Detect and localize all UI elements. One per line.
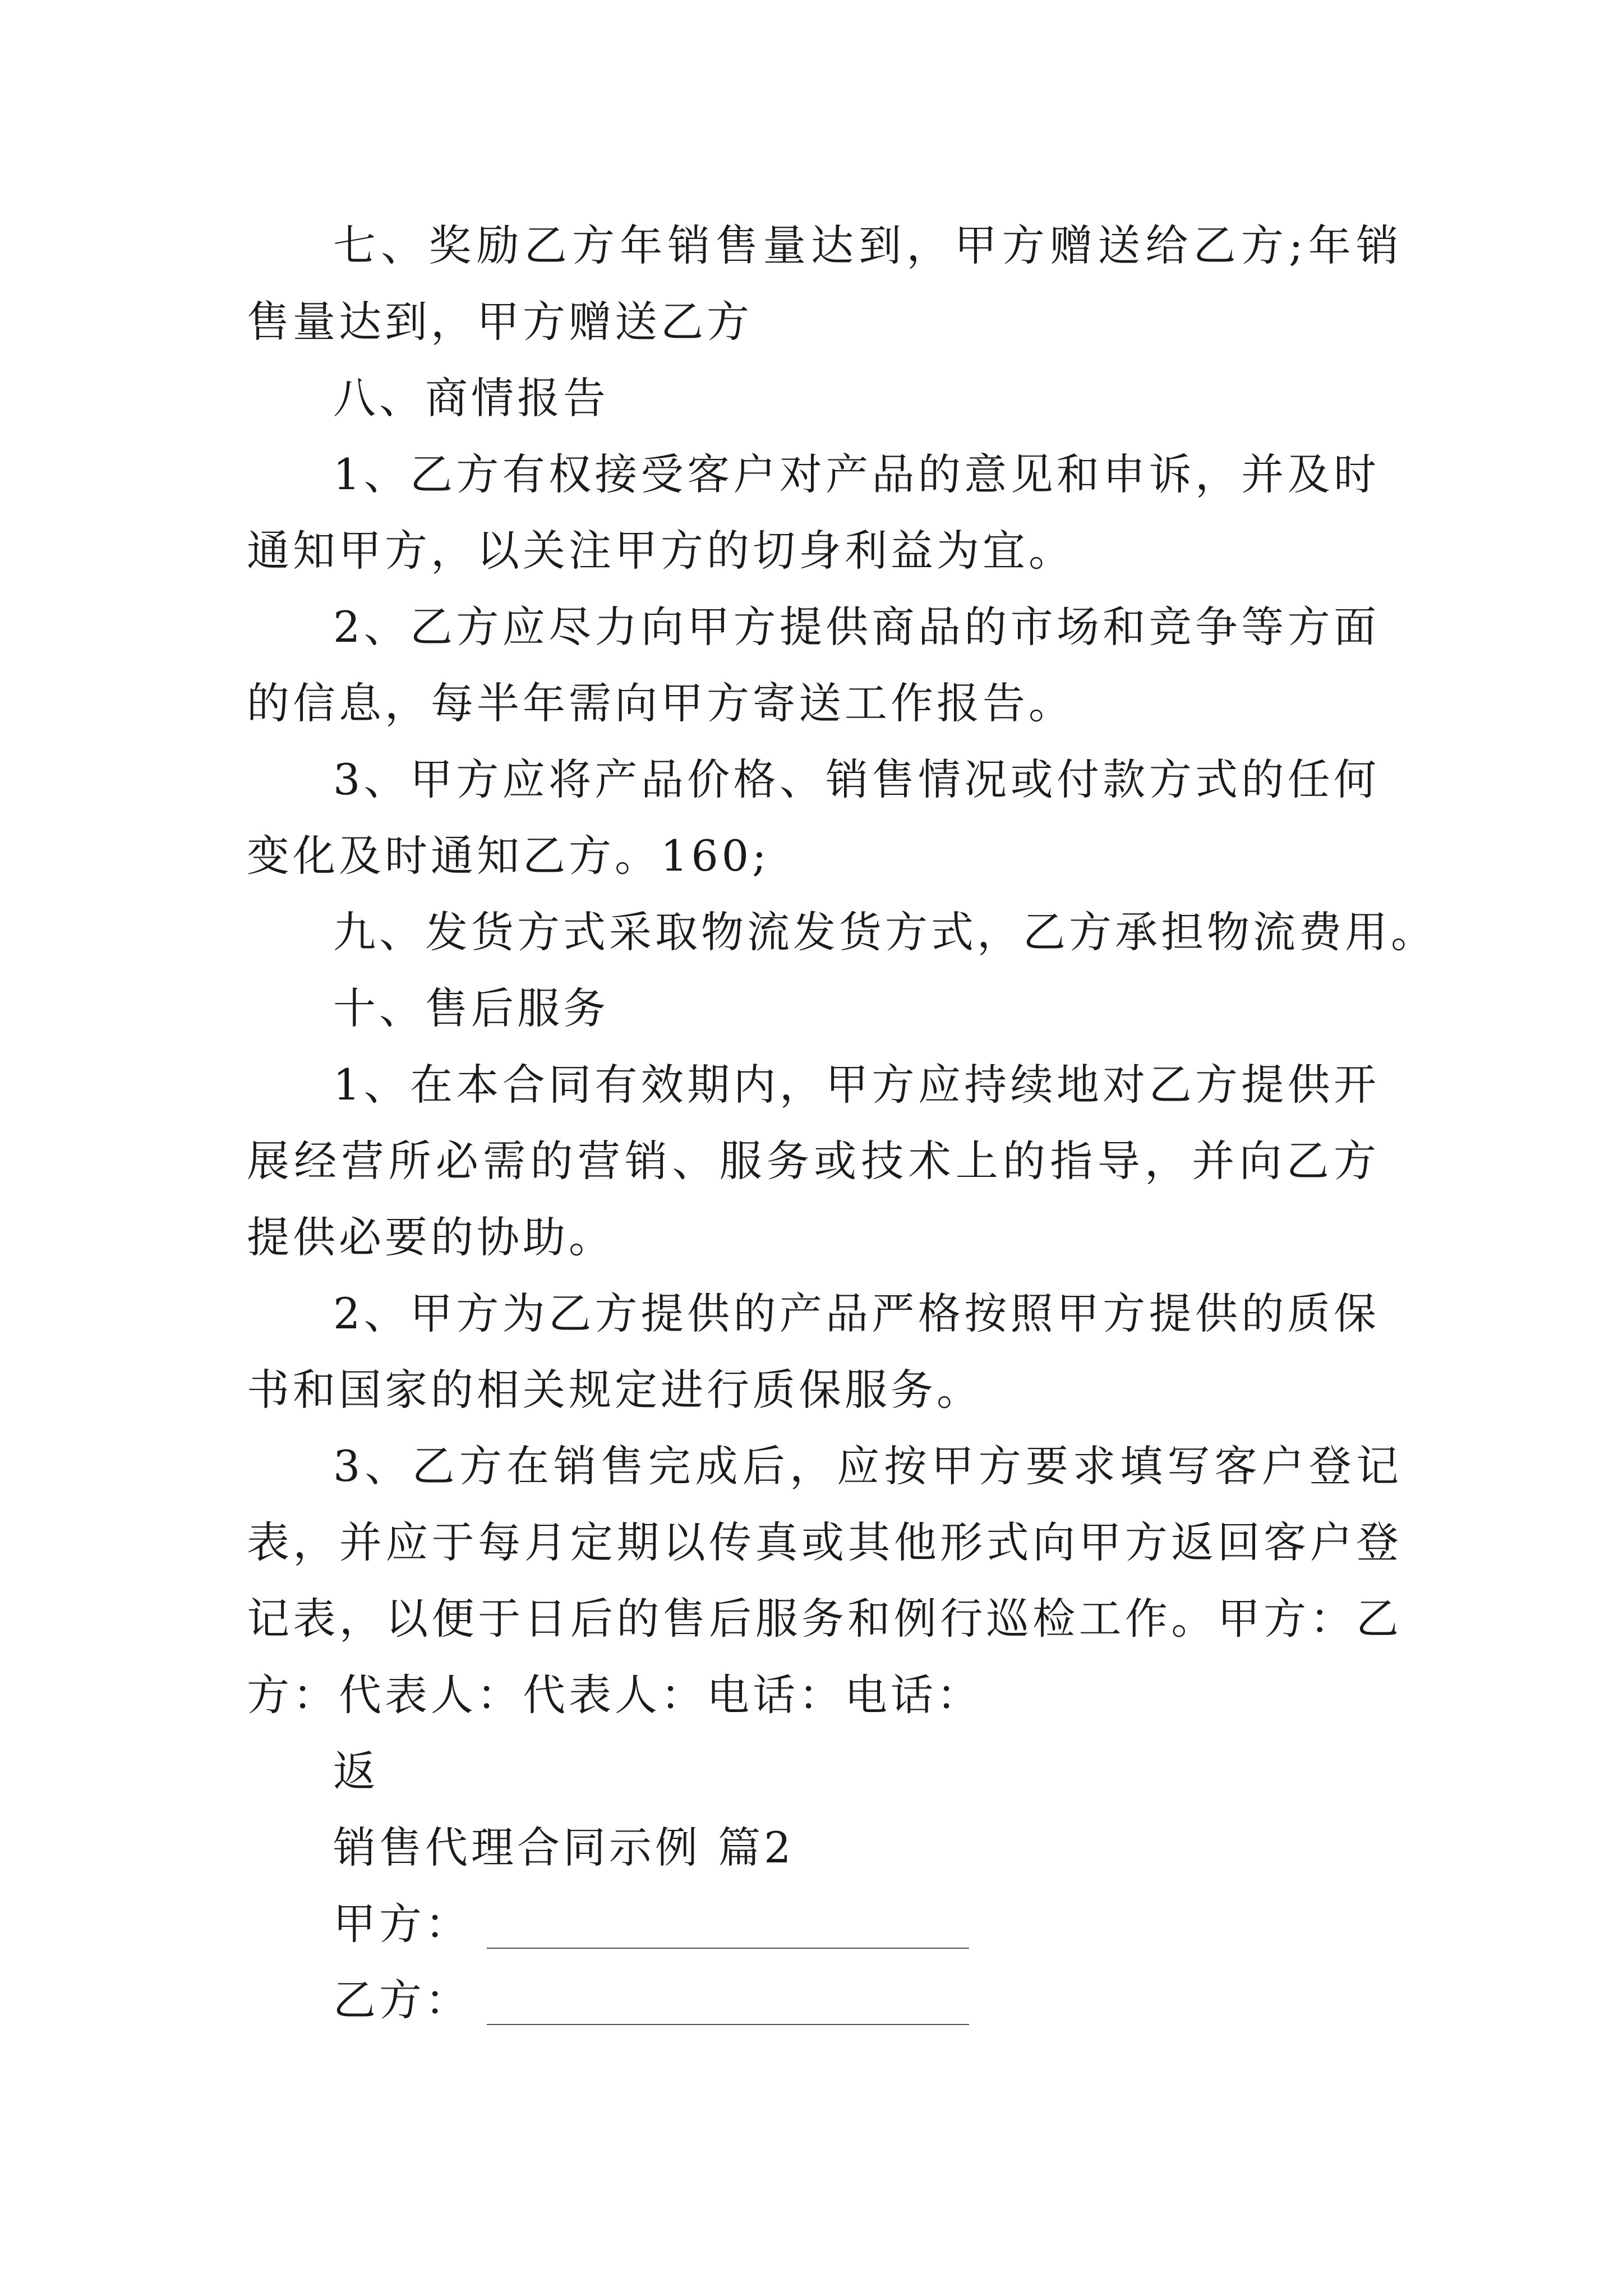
clause-eight-heading: 八、商情报告 [333, 373, 609, 423]
clause-eight-item-1: 1、乙方有权接受客户对产品的意见和申诉，并及时通知甲方，以关注甲方的切身利益为宜。 [247, 449, 1380, 576]
clause-ten-item-3: 3、乙方在销售完成后，应按甲方要求填写客户登记表，并应于每月定期以传真或其他形式向甲方返回客户登记表，以便于日后的售后服务和例行巡检工作。甲方：乙方：代表人：代表人：电话：电话： [247, 1441, 1402, 1720]
clause-ten-heading: 十、售后服务 [333, 983, 609, 1033]
party-b-label: 乙方： [333, 1975, 471, 2025]
party-a-signature-row [247, 1886, 1380, 1962]
clause-ten-item-2: 2、甲方为乙方提供的产品严格按照甲方提供的质保书和国家的相关规定进行质保服务。 [247, 1289, 1380, 1415]
clause-nine-shipping: 九、发货方式采取物流发货方式，乙方承担物流费用。 [333, 907, 1437, 957]
document-body [247, 208, 1437, 2039]
clause-eight-item-2: 2、乙方应尽力向甲方提供商品的市场和竞争等方面的信息，每半年需向甲方寄送工作报告。 [247, 602, 1380, 728]
return-text: 返 [333, 1746, 379, 1796]
party-a-blank-line[interactable] [487, 1931, 969, 1949]
party-a-label: 甲方： [333, 1899, 471, 1949]
party-b-signature-row [247, 1962, 1380, 2039]
clause-eight-item-3: 3、甲方应将产品价格、销售情况或付款方式的任何变化及时通知乙方。160; [247, 754, 1380, 881]
section-title: 销售代理合同示例 篇2 [333, 1823, 795, 1872]
clause-ten-item-1: 1、在本合同有效期内，甲方应持续地对乙方提供开展经营所必需的营销、服务或技术上的指导，并向乙方提供必要的协助。 [247, 1060, 1380, 1262]
clause-seven-reward: 七、奖励乙方年销售量达到，甲方赠送给乙方;年销售量达到，甲方赠送乙方 [247, 220, 1402, 347]
party-b-blank-line[interactable] [487, 2007, 969, 2025]
